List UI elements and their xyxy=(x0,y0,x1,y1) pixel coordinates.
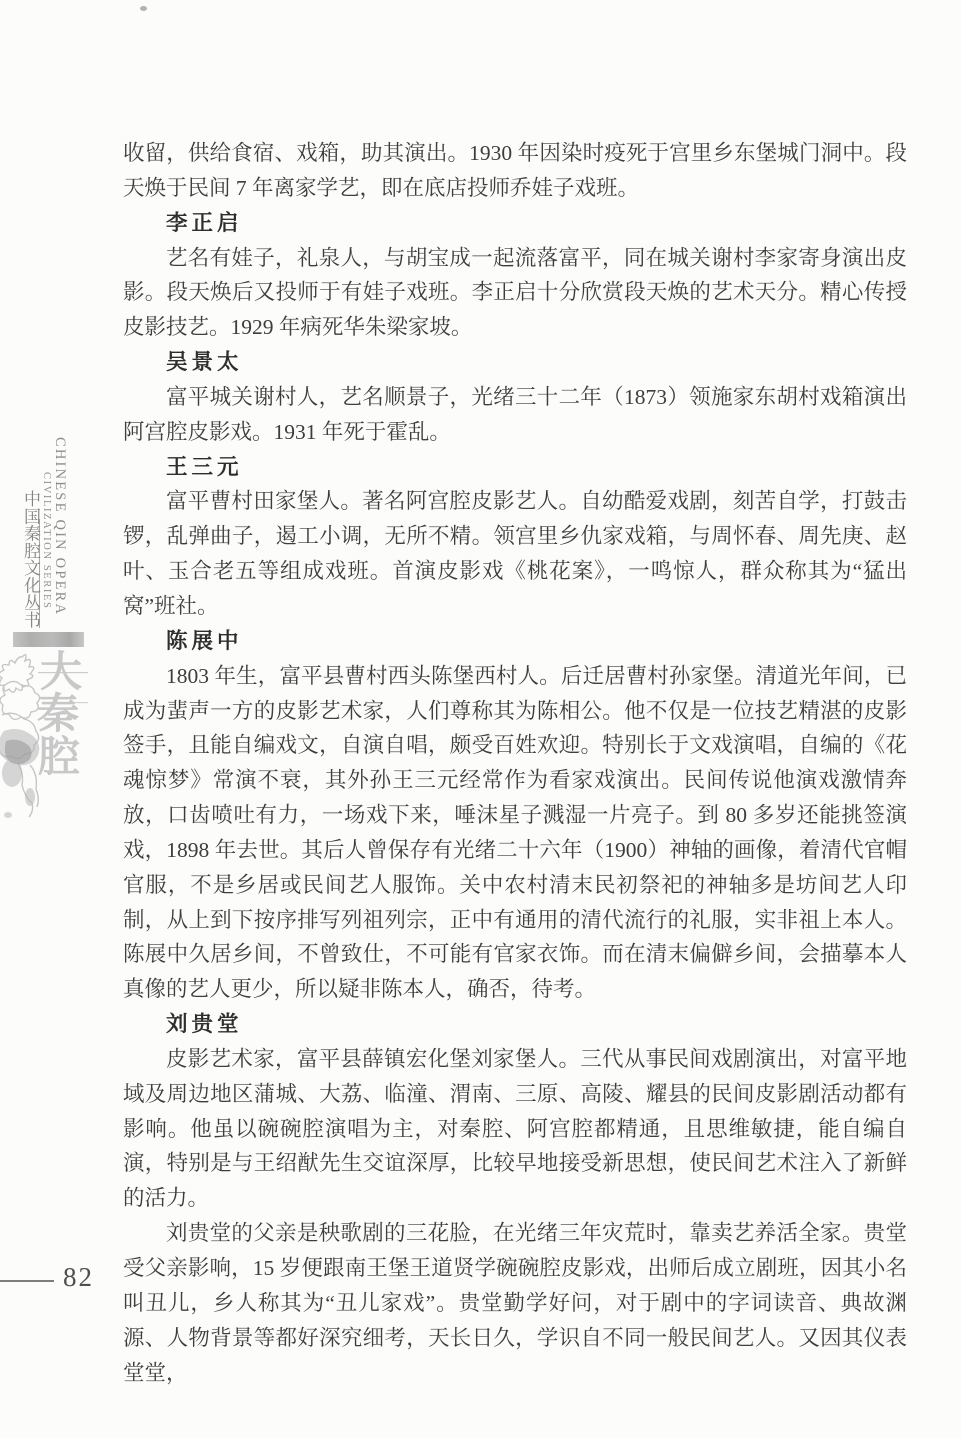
scan-speck xyxy=(140,6,147,11)
series-title-english: CHINESE QIN OPERA xyxy=(52,437,68,617)
watermark-char-qin: 秦 xyxy=(37,692,80,738)
section-heading: 刘贵堂 xyxy=(166,1012,243,1037)
series-subtitle-english: CIVILIZATION SERIES xyxy=(41,472,52,610)
page-number-rule xyxy=(0,1280,54,1282)
main-text xyxy=(123,136,907,1390)
body-paragraph: 收留，供给食宿、戏箱，助其演出。1930 年因染时疫死于宫里乡东堡城门洞中。段天焕于民间 7 年离家学艺，即在底店投师乔娃子戏班。 xyxy=(123,141,907,200)
page-number: 82 xyxy=(63,1262,94,1292)
body-paragraph: 1803 年生，富平县曹村西头陈堡西村人。后迁居曹村孙家堡。清道光年间，已成为蜚声一方的皮影艺术家，人们尊称其为陈相公。他不仅是一位技艺精湛的皮影签手，且能自编戏文，自演自唱，颇受百姓欢迎。特别长于文戏演唱，自编的《花魂惊梦》常演不衰，其外孙王三元经常作为看家戏演出。民间传说他演戏激情奔放，口齿喷吐有力，一场戏下来，唾沫星子溅湿一片亮子。到 80 多岁还能挑签演戏，1898 年去世。其后人曾保存有光绪二十六年（1900）神轴的画像，着清代官帽官服，不是乡居或民间艺人服饰。关中农村清末民初祭祀的神轴多是坊间艺人印制，从上到下按序排写列祖列宗，正中有通用的清代流行的礼服，实非祖上本人。陈展中久居乡间，不曾致仕，不可能有官家衣饰。而在清末偏僻乡间，会描摹本人真像的艺人更少，所以疑非陈本人，确否，待考。 xyxy=(123,663,907,1002)
watermark-char-da: 大 xyxy=(40,650,83,696)
body-paragraph: 富平曹村田家堡人。著名阿宫腔皮影艺人。自幼酷爱戏剧，刻苦自学，打鼓击锣，乱弹曲子，遏工小调，无所不精。领宫里乡仇家戏箱，与周怀春、周先庚、赵叶、玉合老五等组成戏班。首演皮影戏《桃花案》，一鸣惊人，群众称其为“猛出窝”班社。 xyxy=(123,489,907,618)
watermark-char-qiang: 腔 xyxy=(38,735,81,781)
series-title-chinese: 中国秦腔文化丛书 xyxy=(21,490,40,629)
body-paragraph: 艺名有娃子，礼泉人，与胡宝成一起流落富平，同在城关谢村李家寄身演出皮影。段天焕后又投师于有娃子戏班。李正启十分欣赏段天焕的艺术天分。精心传授皮影技艺。1929 年病死华朱梁家坡。 xyxy=(123,245,907,340)
section-heading: 王三元 xyxy=(166,454,243,479)
body-paragraph: 富平城关谢村人，艺名顺景子，光绪三十二年（1873）领施家东胡村戏箱演出阿宫腔皮影戏。1931 年死于霍乱。 xyxy=(123,384,907,444)
section-heading: 吴景太 xyxy=(166,350,243,375)
section-heading: 李正启 xyxy=(166,210,243,235)
body-paragraph: 皮影艺术家，富平县薛镇宏化堡刘家堡人。三代从事民间戏剧演出，对富平地域及周边地区蒲城、大荔、临潼、渭南、三原、高陵、耀县的民间皮影剧活动都有影响。他虽以碗碗腔演唱为主，对秦腔、阿宫腔都精通，且思维敏捷，能自编自演，特别是与王绍猷先生交谊深厚，比较早地接受新思想，使民间艺术注入了新鲜的活力。 xyxy=(123,1046,907,1211)
section-heading: 陈展中 xyxy=(166,628,243,653)
body-paragraph: 刘贵堂的父亲是秧歌剧的三花脸，在光绪三年灾荒时，靠卖艺养活全家。贵堂受父亲影响，15 岁便跟南王堡王道贤学碗碗腔皮影戏，出师后成立剧班，因其小名叫丑儿，乡人称其为“丑儿家戏”。贵堂勤学好问，对于剧中的字词读音、典故渊源、人物背景等都好深究细考，天长日久，学识自不同一般民间艺人。又因其仪表堂堂， xyxy=(123,1221,907,1385)
